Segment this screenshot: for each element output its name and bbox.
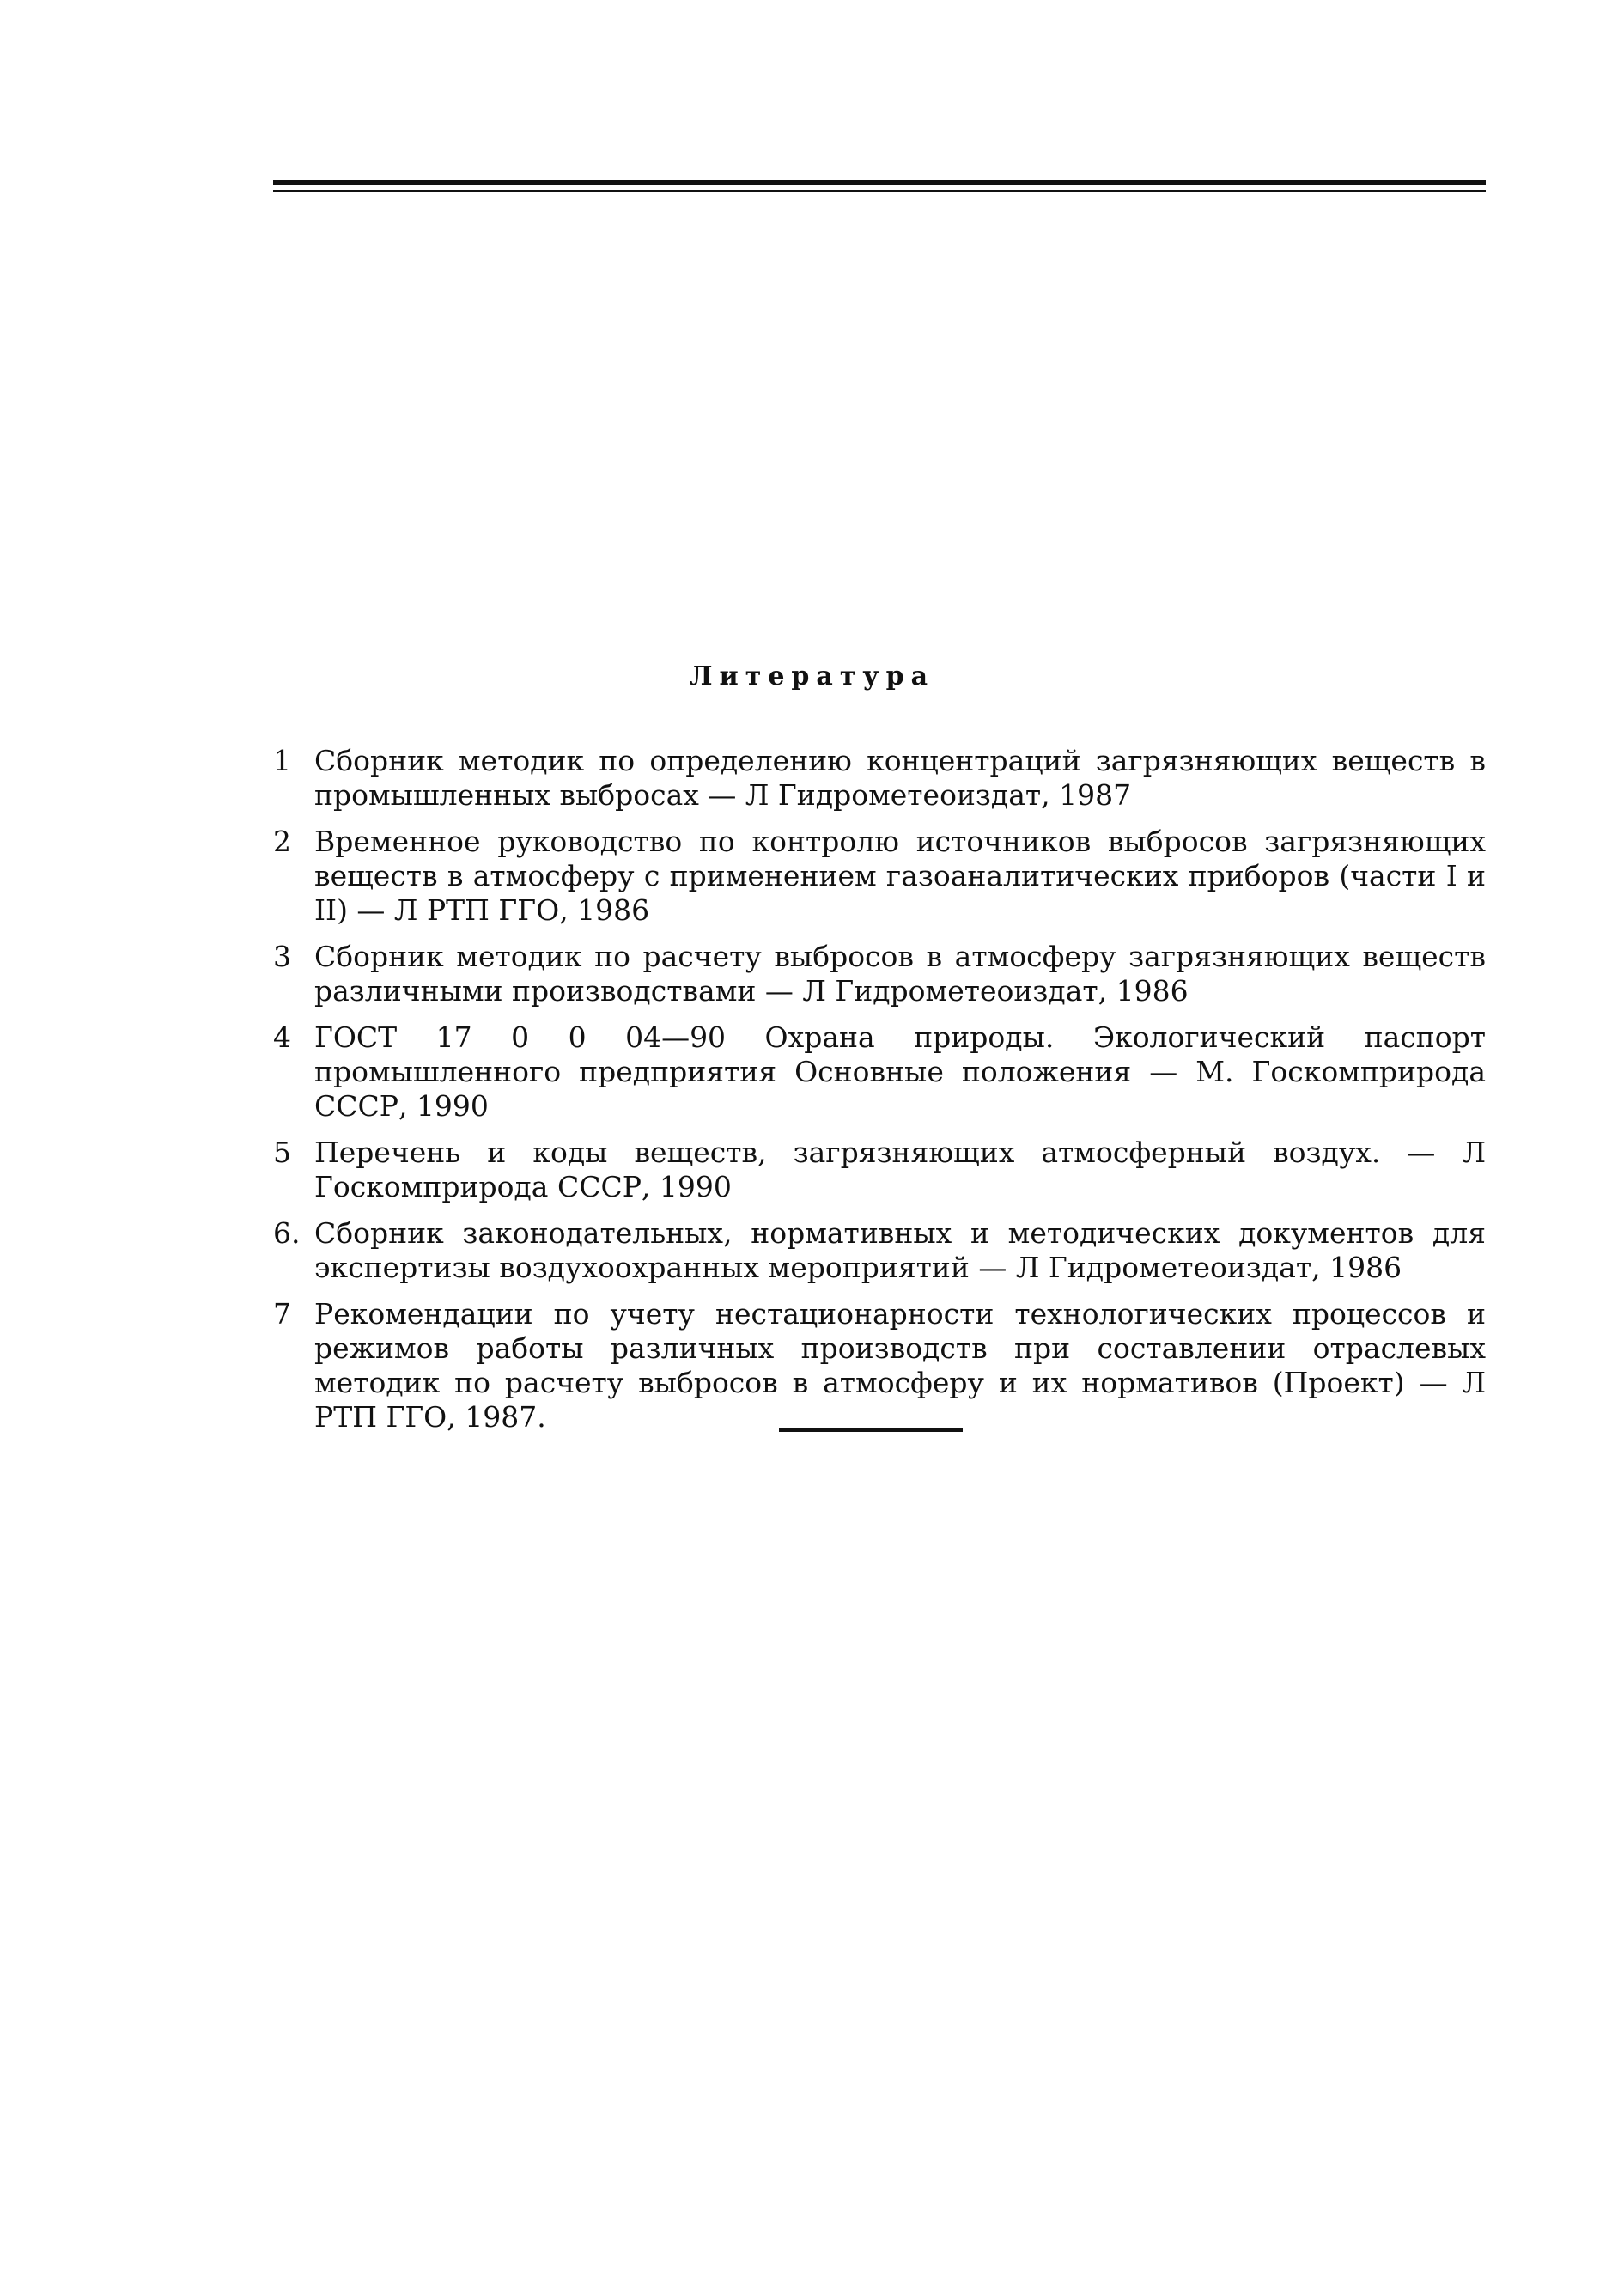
- reference-text: Временное руководство по контролю источников выбросов загрязняющих веществ в атмосферу с применением газоаналитических приборов (части I и II) — Л РТП ГГО, 1986: [314, 825, 1486, 927]
- reference-number: 3: [273, 940, 291, 973]
- reference-number: 7: [273, 1297, 291, 1331]
- reference-item: [273, 1136, 1486, 1204]
- reference-text: Рекомендации по учету нестационарности технологических процессов и режимов работы различных производств при составлении отраслевых методик по расчету выбросов в атмосферу и их нормативов (Проект) — Л РТП ГГО, 1987.: [314, 1297, 1486, 1434]
- reference-item: [273, 825, 1486, 928]
- reference-text: ГОСТ 17 0 0 04—90 Охрана природы. Экологический паспорт промышленного предприятия Основные положения — М. Госкомприрода СССР, 1990: [314, 1020, 1486, 1123]
- reference-number: 1: [273, 744, 291, 777]
- top-rule-thick: [273, 180, 1486, 185]
- page-title: Литература: [689, 661, 935, 691]
- reference-text: Сборник методик по расчету выбросов в атмосферу загрязняющих веществ различными производствами — Л Гидрометеоиздат, 1986: [314, 940, 1486, 1008]
- reference-item: [273, 744, 1486, 813]
- top-rule-thin: [273, 190, 1486, 192]
- reference-number: 5: [273, 1136, 291, 1169]
- reference-item: [273, 1020, 1486, 1124]
- reference-item: [273, 1297, 1486, 1434]
- reference-number: 4: [273, 1020, 291, 1054]
- reference-list: [273, 744, 1486, 1447]
- reference-text: Сборник методик по определению концентраций загрязняющих веществ в промышленных выбросах — Л Гидрометеоиздат, 1987: [314, 744, 1486, 812]
- reference-number: 2: [273, 825, 291, 858]
- reference-text: Сборник законодательных, нормативных и методических документов для экспертизы воздухоохранных мероприятий — Л Гидрометеоиздат, 1986: [314, 1216, 1486, 1284]
- top-double-rule: [273, 180, 1486, 199]
- reference-number: 6.: [273, 1216, 301, 1250]
- reference-item: [273, 1216, 1486, 1285]
- reference-text: Перечень и коды веществ, загрязняющих атмосферный воздух. — Л Госкомприрода СССР, 1990: [314, 1136, 1486, 1203]
- reference-item: [273, 940, 1486, 1008]
- bottom-separator: [779, 1428, 963, 1432]
